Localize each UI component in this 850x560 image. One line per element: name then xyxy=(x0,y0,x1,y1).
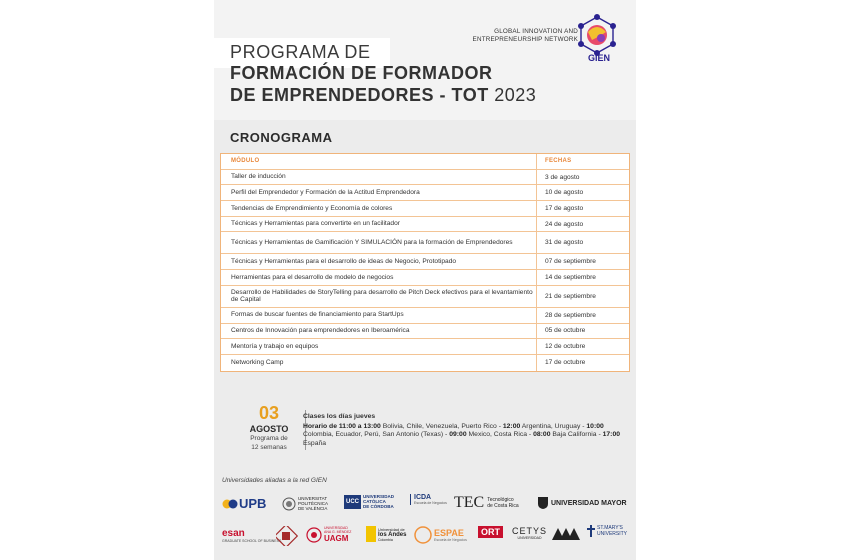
cetys-text: CETYS xyxy=(512,526,548,536)
time-value: 09:00 xyxy=(449,431,467,438)
table-row xyxy=(221,324,629,340)
ucc-text-line: DE CÓRDOBA xyxy=(363,504,394,509)
program-poster xyxy=(214,0,636,560)
upb-text: UPB xyxy=(239,496,267,511)
class-times xyxy=(303,423,621,449)
program-title xyxy=(230,42,590,106)
time-range: Horario de 11:00 a 13:00 xyxy=(303,422,381,430)
table-row xyxy=(221,286,629,308)
andes-mark-icon xyxy=(366,526,376,542)
date-column-header: FECHAS xyxy=(545,158,572,165)
title-year: 2023 xyxy=(494,85,537,105)
tec-text: TEC xyxy=(454,494,485,511)
module-cell: Mentoría y trabajo en equipos xyxy=(221,339,537,354)
table-row xyxy=(221,355,629,371)
icda-logo xyxy=(410,494,447,505)
table-row xyxy=(221,270,629,286)
ort-logo xyxy=(478,526,503,538)
date-cell: 17 de agosto xyxy=(545,204,584,212)
table-row xyxy=(221,185,629,201)
time-value: 08:00 xyxy=(533,431,551,438)
table-row xyxy=(221,217,629,233)
icda-subtext: Escuela de Negocios xyxy=(414,501,447,505)
module-cell: Tendencias de Emprendimiento y Economía de colores xyxy=(221,201,537,216)
esan-text: esan xyxy=(222,528,245,539)
start-month: AGOSTO xyxy=(249,424,289,434)
class-days: Clases los días jueves xyxy=(303,413,376,420)
stmarys-text-line: UNIVERSITY xyxy=(597,531,628,537)
date-cell: 21 de septiembre xyxy=(545,292,596,300)
module-cell: Desarrollo de Habilidades de StoryTelling para desarrollo de Pitch Deck efectivos para el levantamiento de Capital xyxy=(221,286,537,307)
upv-logo xyxy=(282,496,328,511)
time-zone-text: España xyxy=(303,439,327,447)
espae-text-line: ESPAE xyxy=(434,528,464,538)
table-row xyxy=(221,201,629,217)
uagm-text: UAGM xyxy=(324,534,349,543)
university-emblem-icon xyxy=(550,526,582,542)
module-cell: Taller de inducción xyxy=(221,170,537,185)
table-row xyxy=(221,339,629,355)
module-cell: Networking Camp xyxy=(221,355,537,371)
time-zone-text: Baja California - xyxy=(550,431,603,438)
ucc-abbr: UCC xyxy=(344,495,361,509)
tec-subtext xyxy=(487,497,518,509)
module-cell: Formas de buscar fuentes de financiamiento para StartUps xyxy=(221,308,537,323)
date-cell: 14 de septiembre xyxy=(545,273,596,281)
gien-abbreviation: GIEN xyxy=(587,53,610,63)
network-name xyxy=(450,28,578,44)
uagm-logo xyxy=(324,526,351,543)
time-value: 12:00 xyxy=(502,422,521,430)
date-cell: 3 de agosto xyxy=(545,173,580,181)
university-seal-icon xyxy=(276,526,298,546)
shield-icon xyxy=(537,496,549,510)
table-row xyxy=(221,232,629,254)
esan-subtext: GRADUATE SCHOOL OF BUSINESS xyxy=(222,539,282,543)
tec-logo xyxy=(454,494,519,512)
table-row xyxy=(221,308,629,324)
program-duration-line-1: Programa de xyxy=(250,435,288,442)
upv-seal-icon xyxy=(282,497,296,511)
program-duration-line-2: 12 semanas xyxy=(251,444,287,451)
network-line-2: ENTREPRENEURSHIP NETWORK xyxy=(472,36,578,43)
table-row xyxy=(221,170,629,186)
universities-heading: Universidades aliadas a la red GIEN xyxy=(222,477,327,484)
tec-text-line: Tecnológico xyxy=(487,497,514,503)
upv-text-line: UNIVERSITAT xyxy=(298,496,328,501)
module-cell: Técnicas y Herramientas para el desarrollo de ideas de Negocio, Prototipado xyxy=(221,254,537,269)
schedule-title: CRONOGRAMA xyxy=(230,130,333,145)
date-cell: 17 de octubre xyxy=(545,359,586,367)
module-column-header: MÓDULO xyxy=(221,154,537,169)
network-line-1: GLOBAL INNOVATION AND xyxy=(494,28,578,35)
start-date-block xyxy=(234,404,304,452)
start-day: 03 xyxy=(258,403,280,423)
tec-text-line: de Costa Rica xyxy=(487,503,519,509)
andes-text-line: Universidad de xyxy=(378,526,405,532)
class-schedule-text xyxy=(303,413,621,448)
time-zone-text: Argentina, Uruguay - xyxy=(520,422,587,430)
title-line-3-text: DE EMPRENDEDORES - TOT xyxy=(230,85,489,105)
date-cell: 28 de septiembre xyxy=(545,311,596,319)
university-crest-icon xyxy=(306,527,322,543)
module-cell: Herramientas para el desarrollo de modelo de negocios xyxy=(221,270,537,285)
time-zone-text: Mexico, Costa Rica - xyxy=(466,431,534,438)
ucc-text xyxy=(363,494,394,509)
icda-text: ICDA xyxy=(414,494,432,501)
title-line-1: PROGRAMA DE xyxy=(230,42,371,62)
uagm-text-line: ANA G. MÉNDEZ xyxy=(324,530,352,534)
andes-text-line: los Andes xyxy=(378,531,407,538)
module-cell: Centros de Innovación para emprendedores en Iberoamérica xyxy=(221,324,537,339)
title-line-2: FORMACIÓN DE FORMADOR xyxy=(230,63,493,83)
date-cell: 24 de agosto xyxy=(545,220,584,228)
espae-logo xyxy=(414,526,467,544)
uagm-text-line: UNIVERSIDAD xyxy=(324,526,348,530)
upv-text-line: DE VALÈNCIA xyxy=(298,506,328,511)
date-cell: 12 de octubre xyxy=(545,343,586,351)
time-zone-text: Colombia, Ecuador, Perú, San Antonio (Texas) - xyxy=(303,431,450,438)
cetys-subtext: UNIVERSIDAD xyxy=(517,536,542,540)
ucc-logo xyxy=(344,494,394,509)
esan-logo xyxy=(222,528,281,543)
date-cell: 07 de septiembre xyxy=(545,258,596,266)
upb-mark-icon xyxy=(222,497,238,511)
date-cell: 10 de agosto xyxy=(545,189,584,197)
andes-text-line: Colombia xyxy=(378,537,393,542)
time-value: 17:00 xyxy=(602,431,621,438)
date-cell: 05 de octubre xyxy=(545,327,586,335)
stmarys-logo xyxy=(586,524,627,538)
module-cell: Técnicas y Herramientas de Gamificación Y SIMULACIÓN para la formación de Emprendedores xyxy=(221,232,537,253)
upb-logo xyxy=(222,496,266,511)
upv-text xyxy=(298,496,328,511)
espae-subtext: Escuela de Negocios xyxy=(434,538,467,542)
andes-logo xyxy=(366,526,406,542)
table-header-row xyxy=(221,154,629,170)
time-value: 10:00 xyxy=(586,422,604,430)
ucc-text-line: CATÓLICA xyxy=(363,499,386,504)
ort-text: ORT xyxy=(481,527,500,537)
espae-text xyxy=(434,528,467,542)
stmarys-text xyxy=(597,525,627,537)
andes-text xyxy=(378,527,406,542)
mayor-text: UNIVERSIDAD MAYOR xyxy=(551,499,627,507)
time-zone-text: Bolivia, Chile, Venezuela, Puerto Rico - xyxy=(380,422,503,430)
upv-text-line: POLITÈCNICA xyxy=(298,501,329,506)
module-cell: Perfil del Emprendedor y Formación de la Actitud Emprendedora xyxy=(221,185,537,200)
stmarys-text-line: ST.MARY'S xyxy=(597,525,623,531)
table-row xyxy=(221,254,629,270)
espae-circle-icon xyxy=(414,526,432,544)
cetys-logo xyxy=(512,526,547,540)
schedule-table xyxy=(220,153,630,372)
module-cell: Técnicas y Herramientas para convertirte en un facilitador xyxy=(221,217,537,232)
date-cell: 31 de agosto xyxy=(545,239,584,247)
mayor-logo xyxy=(537,496,627,510)
ucc-text-line: UNIVERSIDAD xyxy=(363,494,395,499)
title-line-3 xyxy=(230,84,590,106)
cross-icon xyxy=(586,524,596,538)
